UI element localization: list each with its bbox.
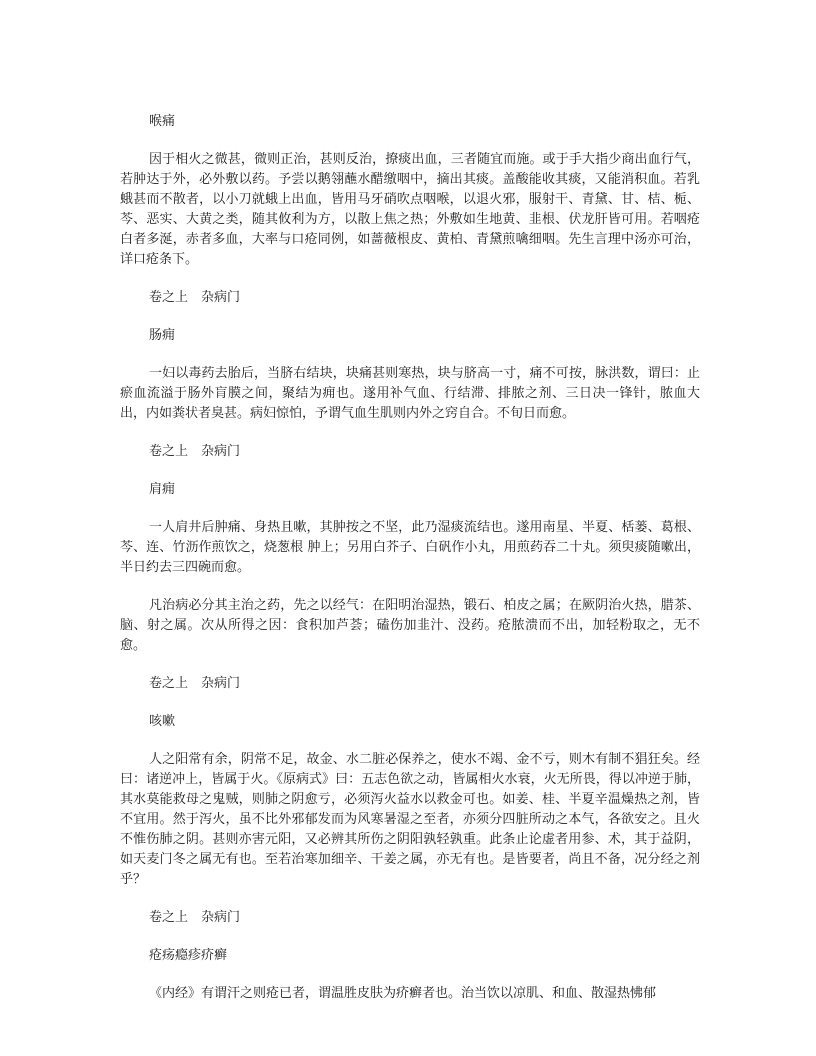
section-heading-cough: 咳嗽 [149, 714, 176, 729]
paragraph-skin-diseases: 《内经》有谓汗之则疮已者，谓温胜皮肤为疥癣者也。治当饮以凉肌、和血、散湿热怫郁 [149, 986, 657, 1001]
paragraph-shoulder-abscess: 一人肩井后肿痛、身热且嗽，其肿按之不坚，此乃湿痰流结也。遂用南星、半夏、栝蒌、葛根、芩、连、竹沥作煎饮之，烧葱根 肿上；另用白芥子、白矾作小丸，用煎药吞二十丸。须臾痰随嗽出，半日约去三四碗而愈。 [120, 520, 700, 575]
chapter-label: 卷之上 杂病门 [149, 444, 241, 459]
section-heading-throat-pain: 喉痛 [149, 114, 176, 129]
chapter-label: 卷之上 杂病门 [149, 910, 241, 925]
paragraph-cough: 人之阳常有余，阴常不足，故金、水二脏必保养之，使水不竭、金不亏，则木有制不猖狂矣。经曰：诸逆冲上，皆属于火。《原病式》曰：五志色欲之动，皆属相火水衰，火无所畏，得以冲逆于肺，其水莫能救母之鬼贼，则肺之阴愈亏，必须泻火益水以救金可也。如姜、桂、半夏辛温燥热之剂，皆不宜用。然于泻火，虽不比外邪郁发而为风寒暑湿之至者，亦须分四脏所动之本气，各欲安之。且火不惟伤肺之阴。甚则亦害元阳，又必辨其所伤之阴阳孰轻孰重。此条止论虚者用参、术，其于益阴，如天麦门冬之属无有也。至若治寒加细辛、干姜之属，亦无有也。是皆要者，尚且不备，况分经之剂乎？ [120, 752, 700, 887]
section-heading-skin-diseases: 疮疡瘾疹疥癣 [149, 948, 228, 963]
section-heading-shoulder-abscess: 肩痈 [149, 482, 176, 497]
paragraph-throat-pain: 因于相火之微甚，微则正治，甚则反治，撩痰出血，三者随宜而施。或于手大指少商出血行气，若肿达于外，必外敷以药。予尝以鹅翎蘸水醋缴咽中，摘出其痰。盖酸能收其痰，又能消积血。若乳蛾甚而不散者，以小刀就蛾上出血，皆用马牙硝吹点咽喉，以退火邪，服射干、青黛、甘、桔、栀、芩、恶实、大黄之类，随其攸利为方，以散上焦之热；外敷如生地黄、韭根、伏龙肝皆可用。若咽疮白者多涎，赤者多血，大率与口疮同例，如蔷薇根皮、黄柏、青黛煎噙细咽。先生言理中汤亦可治，详口疮条下。 [120, 152, 700, 267]
paragraph-intestinal-abscess: 一妇以毒药去胎后，当脐右结块，块痛甚则寒热，块与脐高一寸，痛不可按，脉洪数，谓曰：止瘀血流溢于肠外肓膜之间，聚结为痈也。遂用补气血、行结滞、排脓之剂、三日决一锋针，脓血大出，内如粪状者臭甚。病妇惊怕，予谓气血生肌则内外之窍自合。不旬日而愈。 [120, 366, 700, 421]
section-heading-intestinal-abscess: 肠痈 [149, 328, 176, 343]
chapter-label: 卷之上 杂病门 [149, 676, 241, 691]
document-page [120, 112, 700, 1004]
paragraph-treatment-principles: 凡治病必分其主治之药，先之以经气：在阳明治湿热，锻石、柏皮之属；在厥阴治火热，腊茶、脑、射之属。次从所得之因：食积加芦荟；磕伤加韭汁、没药。疮脓溃而不出，加轻粉取之，无不愈。 [120, 598, 700, 653]
chapter-label: 卷之上 杂病门 [149, 290, 241, 305]
